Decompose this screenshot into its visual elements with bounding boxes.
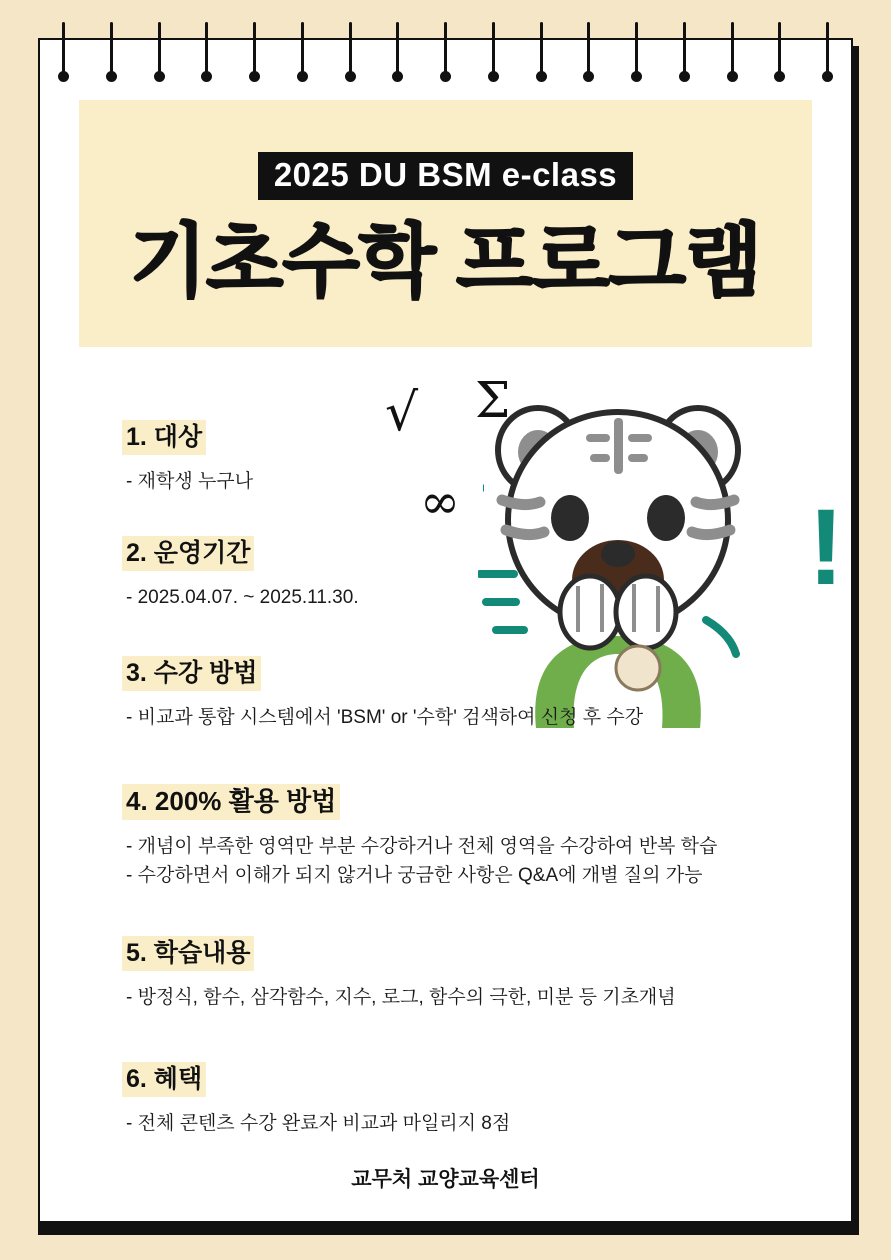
poster-header-band xyxy=(79,100,812,347)
spiral-ring xyxy=(108,22,115,82)
section-body xyxy=(122,983,676,1012)
section-heading: 2. 운영기간 xyxy=(122,536,254,571)
spiral-ring xyxy=(490,22,497,82)
section-benefits xyxy=(122,1062,510,1156)
section-heading: 6. 혜택 xyxy=(122,1062,206,1097)
spiral-ring xyxy=(585,22,592,82)
poster-footer: 교무처 교양교육센터 xyxy=(351,1168,540,1191)
spiral-ring xyxy=(442,22,449,82)
spiral-ring xyxy=(203,22,210,82)
square-root-icon: √ xyxy=(385,383,419,443)
spiral-ring xyxy=(394,22,401,82)
section-line: - 개념이 부족한 영역만 부분 수강하거나 전체 영역을 수강하여 반복 학습 xyxy=(126,835,718,857)
sigma-icon: Σ xyxy=(475,371,511,429)
section-heading: 3. 수강 방법 xyxy=(122,656,261,691)
spiral-ring xyxy=(776,22,783,82)
section-line: - 2025.04.07. ~ 2025.11.30. xyxy=(126,586,359,608)
eyebrow-wrap xyxy=(79,152,812,200)
spiral-ring xyxy=(156,22,163,82)
spiral-ring xyxy=(633,22,640,82)
spiral-ring xyxy=(60,22,67,82)
spiral-ring xyxy=(538,22,545,82)
spiral-ring xyxy=(824,22,831,82)
section-line: - 전체 콘텐츠 수강 완료자 비교과 마일리지 8점 xyxy=(126,1112,511,1134)
poster-eyebrow: 2025 DU BSM e-class xyxy=(258,152,633,200)
spiral-ring xyxy=(729,22,736,82)
spiral-ring xyxy=(347,22,354,82)
section-body xyxy=(122,1109,510,1138)
section-heading: 4. 200% 활용 방법 xyxy=(122,784,340,820)
section-target xyxy=(122,420,253,514)
poster-shadow-bar xyxy=(38,1223,859,1235)
section-heading: 5. 학습내용 xyxy=(122,936,254,971)
section-period xyxy=(122,536,359,630)
spiral-binding xyxy=(38,22,853,82)
section-line: - 수강하면서 이해가 되지 않거나 궁금한 사항은 Q&A에 개별 질의 가능 xyxy=(126,865,703,887)
infinity-icon: ∞ xyxy=(420,474,460,530)
section-how-to-enroll xyxy=(122,656,643,750)
spiral-ring xyxy=(251,22,258,82)
section-line: - 방정식, 함수, 삼각함수, 지수, 로그, 함수의 극한, 미분 등 기초개념 xyxy=(126,986,676,1008)
section-body xyxy=(122,832,717,891)
section-body xyxy=(122,467,253,496)
section-heading: 1. 대상 xyxy=(122,420,206,455)
page-title: 기초수학 프로그램 xyxy=(129,217,762,306)
section-curriculum xyxy=(122,936,676,1030)
exclamation-icon: ! xyxy=(808,486,844,607)
poster-card xyxy=(38,38,853,1223)
spiral-ring xyxy=(299,22,306,82)
section-body xyxy=(122,703,643,732)
section-line: - 재학생 누구나 xyxy=(126,470,254,492)
section-body xyxy=(122,583,359,612)
section-usage-tips xyxy=(122,784,717,909)
section-line: - 비교과 통합 시스템에서 'BSM' or '수학' 검색하여 신청 후 수강 xyxy=(126,706,644,728)
title-wrap xyxy=(79,218,812,306)
spiral-ring xyxy=(681,22,688,82)
